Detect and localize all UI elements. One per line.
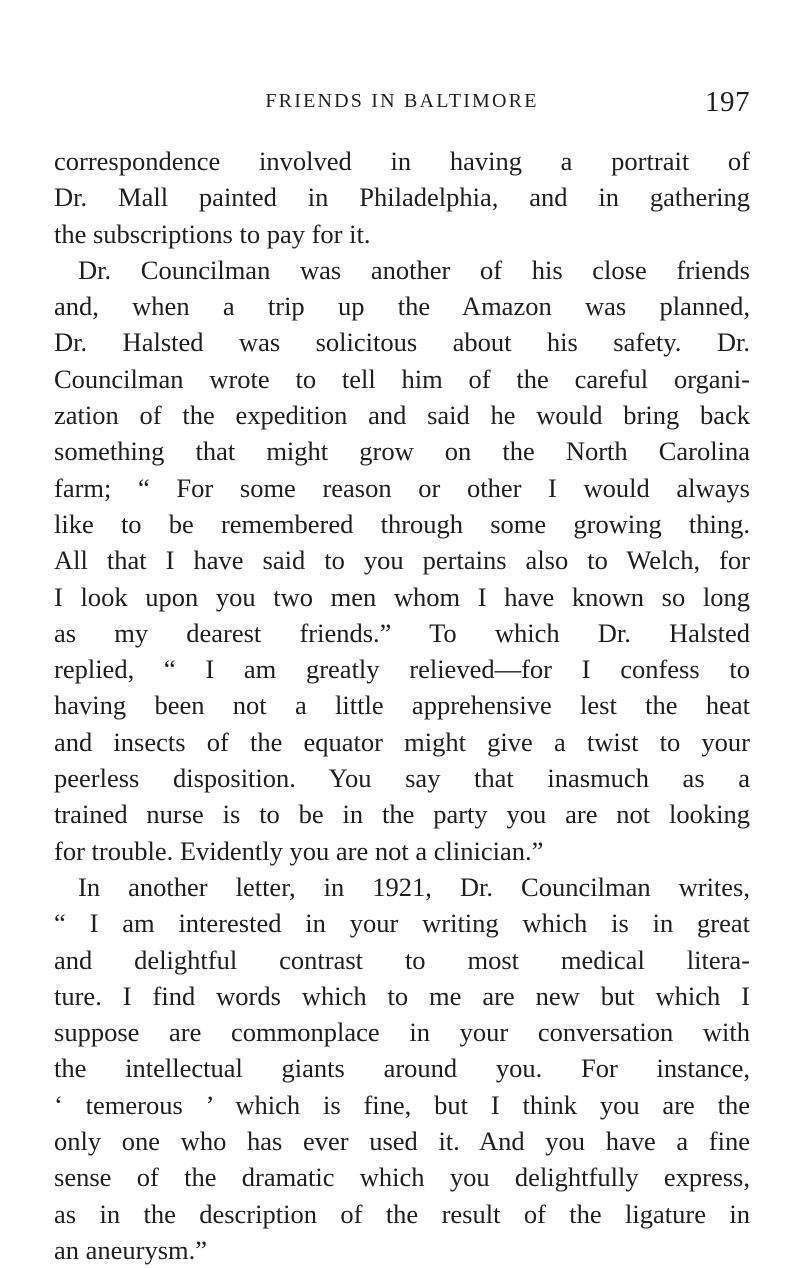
text-line: only one who has ever used it. And you have a fine: [54, 1126, 750, 1157]
text-line: Councilman wrote to tell him of the careful organi-: [54, 363, 750, 394]
text-line: and insects of the equator might give a twist to your: [54, 726, 750, 757]
text-line: trained nurse is to be in the party you are not looking: [54, 799, 750, 830]
text-line: and, when a trip up the Amazon was planned,: [54, 291, 750, 322]
text-line: having been not a little apprehensive lest the heat: [54, 690, 750, 721]
text-line: In another letter, in 1921, Dr. Councilman writes,: [78, 871, 750, 902]
running-title: FRIENDS IN BALTIMORE: [265, 90, 539, 112]
text-line: Dr. Mall painted in Philadelphia, and in gathering: [54, 182, 750, 213]
body-text: [54, 143, 750, 1268]
text-line: “ I am interested in your writing which is in great: [54, 908, 750, 939]
text-line: for trouble. Evidently you are not a clinician.”: [54, 835, 544, 866]
text-line: and delightful contrast to most medical litera-: [54, 944, 750, 975]
text-line: something that might grow on the North Carolina: [54, 436, 750, 467]
text-line: ‘ temerous ’ which is fine, but I think you are the: [54, 1089, 750, 1120]
text-line: I look upon you two men whom I have known so long: [54, 581, 750, 612]
text-line: sense of the dramatic which you delightfully express,: [54, 1162, 750, 1193]
text-line: as my dearest friends.” To which Dr. Halsted: [54, 617, 750, 648]
text-line: ture. I find words which to me are new but which I: [54, 980, 750, 1011]
text-line: the intellectual giants around you. For instance,: [54, 1053, 750, 1084]
text-line: correspondence involved in having a portrait of: [54, 146, 750, 176]
page-number: 197: [705, 86, 750, 118]
text-line: replied, “ I am greatly relieved—for I confess to: [54, 654, 750, 685]
text-line: an aneurysm.”: [54, 1234, 208, 1265]
text-line: Dr. Councilman was another of his close friends: [78, 254, 750, 285]
text-line: as in the description of the result of the ligature in: [54, 1198, 750, 1229]
text-line: zation of the expedition and said he would bring back: [54, 400, 750, 431]
text-line: like to be remembered through some growing thing.: [54, 508, 750, 539]
text-line: suppose are commonplace in your conversation with: [54, 1017, 750, 1048]
text-line: Dr. Halsted was solicitous about his safety. Dr.: [54, 327, 750, 358]
running-head: [54, 86, 750, 122]
text-line: farm; “ For some reason or other I would always: [54, 472, 750, 503]
text-line: All that I have said to you pertains also to Welch, for: [54, 545, 750, 576]
text-line: the subscriptions to pay for it.: [54, 218, 371, 249]
text-line: peerless disposition. You say that inasmuch as a: [54, 763, 750, 794]
